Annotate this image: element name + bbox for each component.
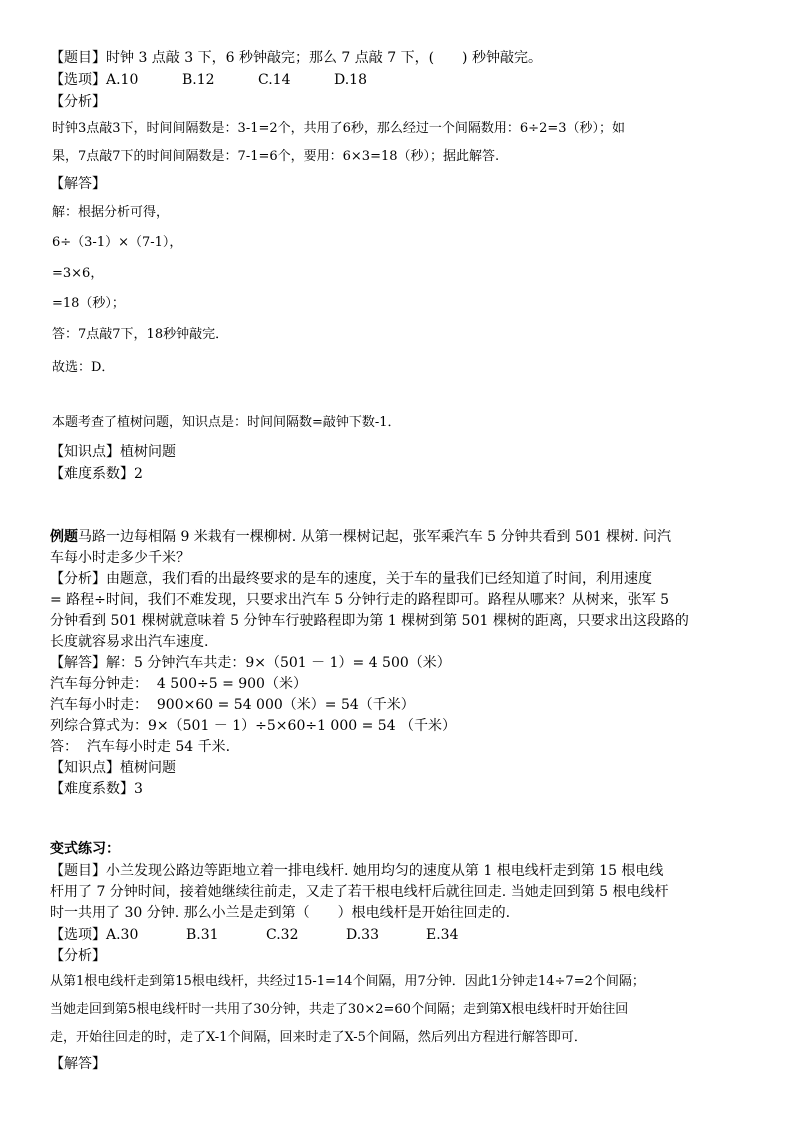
analysis-tag: 【分析】 <box>50 94 106 110</box>
example-line: 分钟看到 501 棵树就意味着 5 分钟车行驶路程即为第 1 棵树到第 501 棵树的距离，只要求出这段路的 <box>50 613 689 629</box>
question-line <box>50 51 542 65</box>
practice-question-line: 杆用了 7 分钟时间，接着她继续往前走，又走了若干根电线杆后就往回走. 当她走回到第 5 根电线杆 <box>50 884 669 900</box>
practice-analysis-line: 当她走回到第5根电线杆时一共用了30分钟，共走了30×2=60个间隔；走到第X根电线杆时开始往回 <box>50 1002 629 1017</box>
option-e: E.34 <box>426 927 459 943</box>
example-line: 列综合算式为：9×（501 － 1）÷5×60÷1 000 = 54 （千米） <box>50 718 457 734</box>
example-line: 车每小时走多少千米？ <box>50 550 190 566</box>
knowledge-point: 【知识点】植树问题 <box>50 444 176 460</box>
practice-analysis-tag: 【分析】 <box>50 948 106 964</box>
difficulty: 【难度系数】2 <box>50 466 143 482</box>
option-b: B.12 <box>182 72 215 88</box>
example-text: 马路一边每相隔 9 米栽有一棵柳树. 从第一棵树记起，张军乘汽车 5 分钟共看到 501 棵树. 问汽 <box>78 529 672 545</box>
example-line: 【分析】由题意，我们看的出最终要求的是车的速度，关于车的量我们已经知道了时间，利用速度 <box>50 571 652 587</box>
example-line: 【难度系数】3 <box>50 781 143 797</box>
answer-line: 6÷（3-1）×（7-1）， <box>52 235 183 250</box>
answer-tag: 【解答】 <box>50 176 106 192</box>
example-line: 汽车每小时走： 900×60 = 54 000（米）= 54（千米） <box>50 697 415 713</box>
option-c: C.32 <box>266 927 299 943</box>
options-tag: 【选项】 <box>50 72 106 88</box>
example-title: 例题 <box>50 529 78 545</box>
answer-line: =18（秒）； <box>52 296 125 311</box>
practice-options-line <box>50 928 458 942</box>
example-line: 长度就容易求出汽车速度. <box>50 634 209 650</box>
answer-line: =3×6， <box>52 266 104 281</box>
answer-line: 解：根据分析可得， <box>52 205 170 220</box>
analysis-line: 果，7点敲7下的时间间隔数是：7-1=6个，要用：6×3=18（秒）；据此解答. <box>52 149 500 164</box>
practice-analysis-line: 走，开始往回走的时，走了X-1个间隔，回来时走了X-5个间隔，然后列出方程进行解答即可． <box>50 1030 587 1045</box>
options-line <box>50 73 367 87</box>
option-d: D.33 <box>346 927 379 943</box>
practice-question-line: 时一共用了 30 分钟. 那么小兰是走到第（ ）根电线杆是开始往回走的. <box>50 905 511 921</box>
example-line: 【解答】解：5 分钟汽车共走：9×（501 － 1）= 4 500（米） <box>50 655 451 671</box>
practice-heading: 变式练习： <box>50 841 120 857</box>
example-line <box>50 530 671 544</box>
example-line: 【知识点】植树问题 <box>50 760 176 776</box>
comment-line: 本题考查了植树问题，知识点是：时间间隔数=敲钟下数-1． <box>52 415 401 430</box>
option-b: B.31 <box>186 927 219 943</box>
practice-analysis-line: 从第1根电线杆走到第15根电线杆，共经过15-1=14个间隔，用7分钟．因此1分钟走14÷7=2个间隔； <box>50 974 645 989</box>
options-tag: 【选项】 <box>50 927 106 943</box>
example-line: = 路程÷时间，我们不难发现，只要求出汽车 5 分钟行走的路程即可。路程从哪来？从树来，张军 5 <box>50 592 670 608</box>
option-c: C.14 <box>258 72 291 88</box>
option-a: A.30 <box>106 927 139 943</box>
example-line: 答： 汽车每小时走 54 千米. <box>50 739 231 755</box>
answer-line: 答：7点敲7下，18秒钟敲完． <box>52 327 229 342</box>
question-tag: 【题目】 <box>50 50 106 66</box>
practice-answer-tag: 【解答】 <box>50 1056 106 1072</box>
analysis-line: 时钟3点敲3下，时间间隔数是：3-1=2个，共用了6秒，那么经过一个间隔数用：6÷2=3（秒）；如 <box>52 121 626 136</box>
answer-line: 故选：D． <box>52 360 115 375</box>
practice-question-line: 【题目】小兰发现公路边等距地立着一排电线杆. 她用均匀的速度从第 1 根电线杆走到第 15 根电线 <box>50 863 664 879</box>
example-line: 汽车每分钟走： 4 500÷5 = 900（米） <box>50 676 307 692</box>
option-a: A.10 <box>106 72 139 88</box>
question-text: 时钟 3 点敲 3 下，6 秒钟敲完；那么 7 点敲 7 下，( ) 秒钟敲完。 <box>106 50 542 66</box>
option-d: D.18 <box>334 72 367 88</box>
